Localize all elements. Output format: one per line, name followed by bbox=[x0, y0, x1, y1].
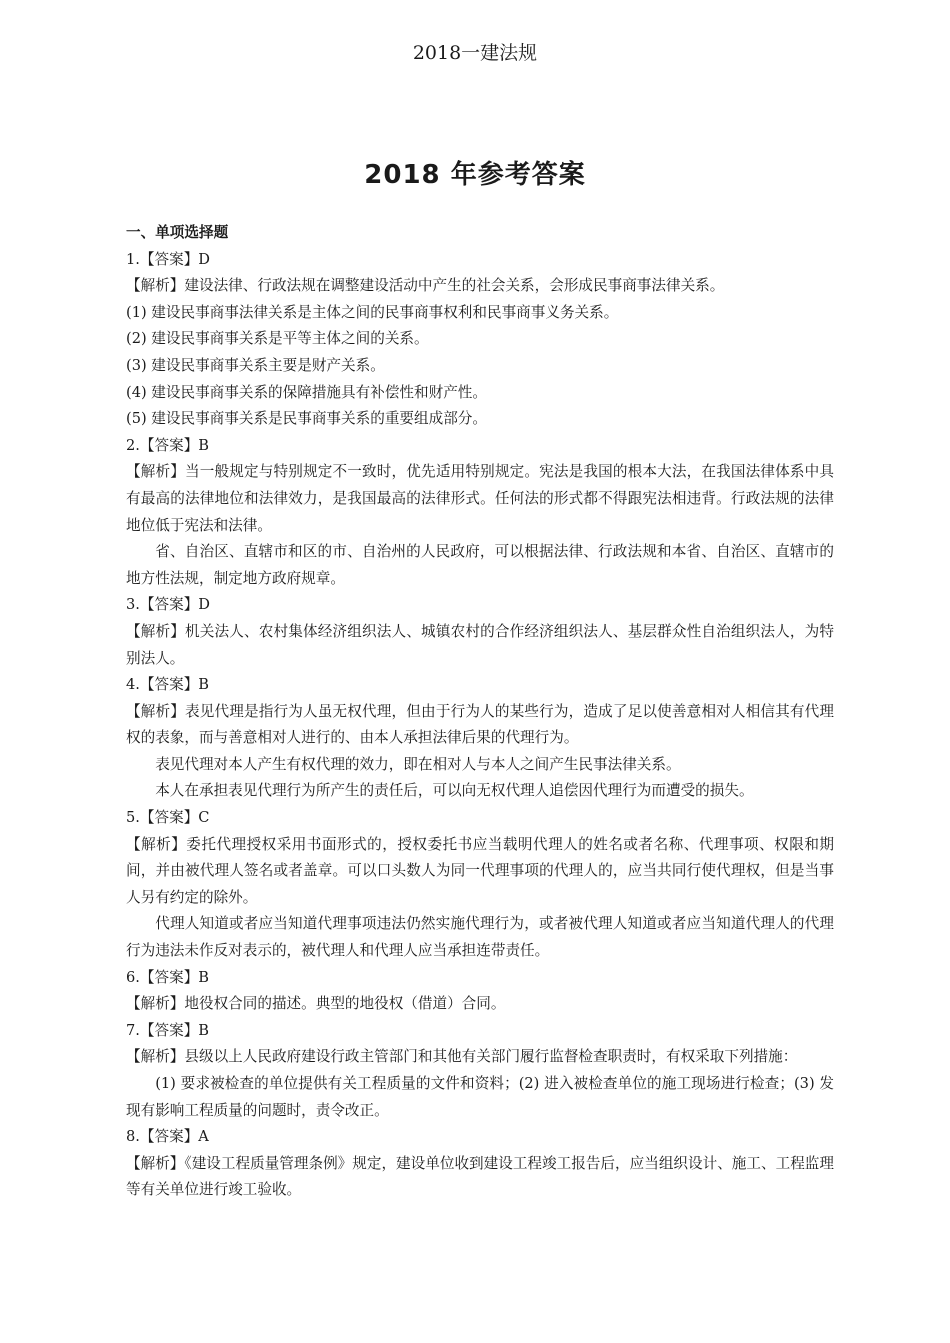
q1-point: (1) 建设民事商事法律关系是主体之间的民事商事权利和民事商事义务关系。 bbox=[126, 303, 619, 321]
q1-analysis: 【解析】建设法律、行政法规在调整建设活动中产生的社会关系，会形成民事商事法律关系。 bbox=[126, 277, 725, 295]
q2-extra: 省、自治区、直辖市和区的市、自治州的人民政府，可以根据法律、行政法规和本省、自治区、直辖市的地方性法规，制定地方政府规章。 bbox=[126, 543, 834, 587]
section-heading: 一、单项选择题 bbox=[126, 224, 229, 241]
q4-answer: 4.【答案】B bbox=[126, 676, 210, 694]
answer-content bbox=[126, 220, 834, 1204]
q7-analysis: 【解析】县级以上人民政府建设行政主管部门和其他有关部门履行监督检查职责时，有权采取下列措施： bbox=[126, 1048, 798, 1066]
q5-analysis: 【解析】委托代理授权采用书面形式的，授权委托书应当载明代理人的姓名或者名称、代理事项、权限和期间，并由被代理人签名或者盖章。可以口头数人为同一代理事项的代理人的，应当共同行使代理权，但是当事人另有约定的除外。 bbox=[126, 835, 834, 906]
q1-point: (5) 建设民事商事关系是民事商事关系的重要组成部分。 bbox=[126, 410, 487, 428]
page-title: 2018 年参考答案 bbox=[364, 160, 586, 190]
q6-answer: 6.【答案】B bbox=[126, 968, 210, 986]
q5-answer: 5.【答案】C bbox=[126, 809, 210, 827]
q7-answer: 7.【答案】B bbox=[126, 1021, 210, 1039]
q7-extra: (1) 要求被检查的单位提供有关工程质量的文件和资料；(2) 进入被检查单位的施工现场进行检查；(3) 发现有影响工程质量的问题时，责令改正。 bbox=[126, 1075, 834, 1119]
q4-analysis: 【解析】表见代理是指行为人虽无权代理，但由于行为人的某些行为，造成了足以使善意相对人相信其有代理权的表象，而与善意相对人进行的、由本人承担法律后果的代理行为。 bbox=[126, 702, 834, 747]
q8-analysis: 【解析】《建设工程质量管理条例》规定，建设单位收到建设工程竣工报告后，应当组织设计、施工、工程监理等有关单位进行竣工验收。 bbox=[126, 1154, 834, 1199]
q3-analysis: 【解析】机关法人、农村集体经济组织法人、城镇农村的合作经济组织法人、基层群众性自治组织法人，为特别法人。 bbox=[126, 622, 834, 667]
q8-answer: 8.【答案】A bbox=[126, 1128, 209, 1146]
q1-point: (4) 建设民事商事关系的保障措施具有补偿性和财产性。 bbox=[126, 383, 487, 401]
q3-answer: 3.【答案】D bbox=[126, 596, 210, 614]
q1-answer: 1.【答案】D bbox=[126, 250, 210, 268]
q4-extra: 表见代理对本人产生有权代理的效力，即在相对人与本人之间产生民事法律关系。 bbox=[155, 755, 681, 773]
q4-extra: 本人在承担表见代理行为所产生的责任后，可以向无权代理人追偿因代理行为而遭受的损失。 bbox=[155, 782, 754, 800]
q5-extra: 代理人知道或者应当知道代理事项违法仍然实施代理行为，或者被代理人知道或者应当知道代理人的代理行为违法未作反对表示的，被代理人和代理人应当承担连带责任。 bbox=[126, 915, 834, 960]
q1-point: (3) 建设民事商事关系主要是财产关系。 bbox=[126, 356, 385, 374]
q2-analysis: 【解析】当一般规定与特别规定不一致时，优先适用特别规定。宪法是我国的根本大法，在我国法律体系中具有最高的法律地位和法律效力，是我国最高的法律形式。任何法的形式都不得跟宪法相违背。行政法规的法律地位低于宪法和法律。 bbox=[126, 463, 834, 534]
q6-analysis: 【解析】地役权合同的描述。典型的地役权（借道）合同。 bbox=[126, 995, 506, 1013]
page-header: 2018一建法规 bbox=[412, 42, 538, 64]
q2-answer: 2.【答案】B bbox=[126, 436, 210, 454]
q1-point: (2) 建设民事商事关系是平等主体之间的关系。 bbox=[126, 330, 429, 348]
